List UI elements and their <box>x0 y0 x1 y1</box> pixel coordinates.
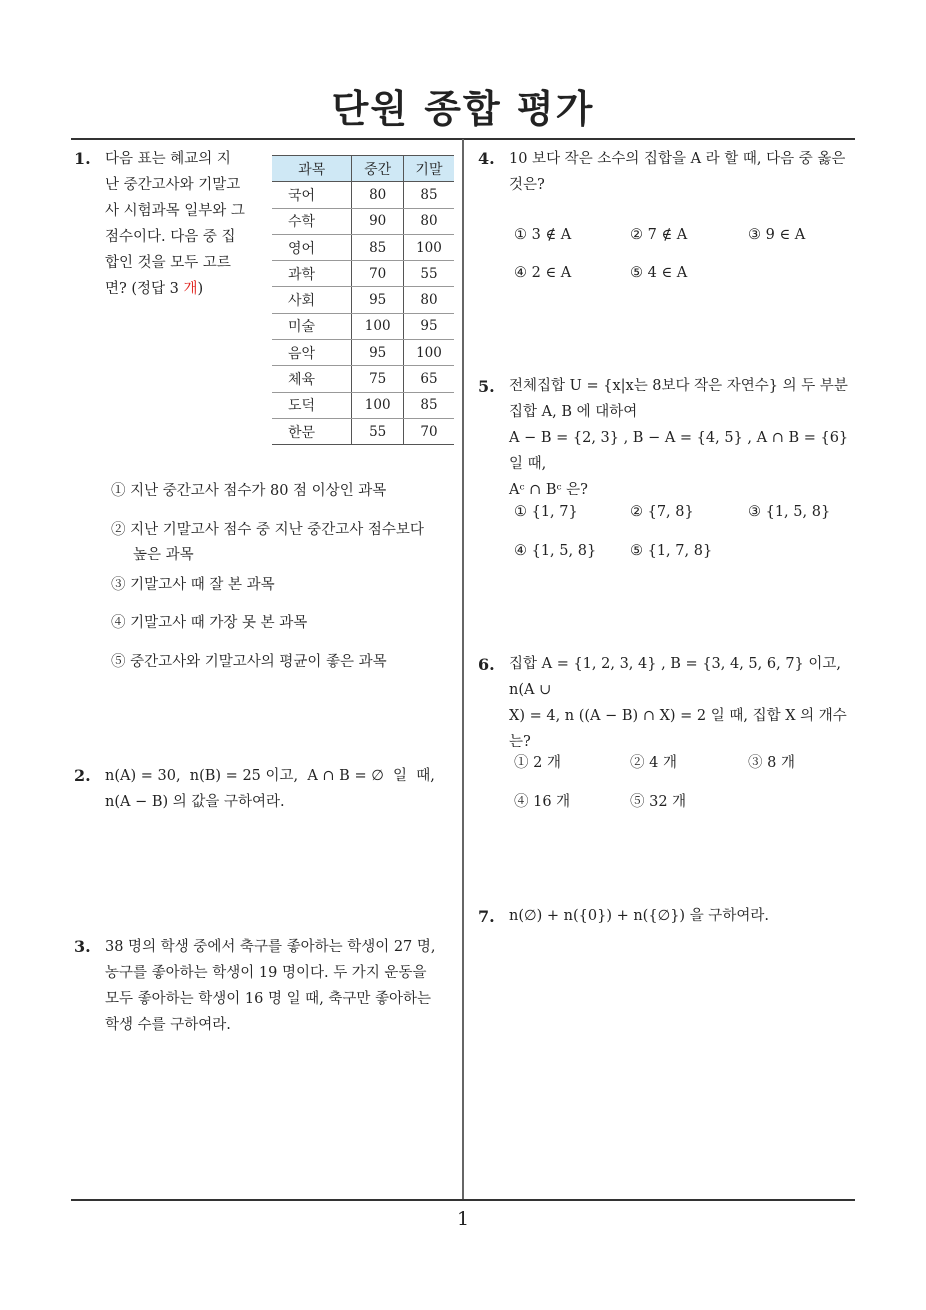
score-cell: 95 <box>352 340 403 366</box>
option-3[interactable]: ③ 8 개 <box>748 755 795 771</box>
score-cell: 55 <box>352 418 403 444</box>
stem-line: 농구를 좋아하는 학생이 19 명이다. 두 가지 운동을 <box>105 965 427 981</box>
stem-line: 다음 표는 혜교의 지 <box>105 151 231 167</box>
option-2[interactable]: ② 지난 기말고사 점수 중 지난 중간고사 점수보다 <box>111 522 424 538</box>
score-cell: 85 <box>352 234 403 260</box>
subject-cell: 음악 <box>272 340 352 366</box>
stem-text: ) <box>197 281 204 297</box>
stem-line: 전체집합 U = {x|x는 8보다 작은 자연수} 의 두 부분 <box>509 378 848 394</box>
question-number: 2. <box>74 766 91 785</box>
stem-line: n(A) = 30, n(B) = 25 이고, A ∩ B = ∅ 일 때, <box>105 768 435 784</box>
table-row <box>272 392 454 418</box>
option-2[interactable]: ② 4 개 <box>630 755 677 771</box>
option-1[interactable]: ① 지난 중간고사 점수가 80 점 이상인 과목 <box>111 483 387 499</box>
table-row <box>272 182 454 208</box>
subject-cell: 수학 <box>272 208 352 234</box>
option-5[interactable]: ⑤ 4 ∈ A <box>630 265 688 281</box>
answer-count-highlight: 개 <box>183 281 198 297</box>
question-stem <box>509 651 864 755</box>
option-4[interactable]: ④ {1, 5, 8} <box>514 543 597 559</box>
option-4[interactable]: ④ 기말고사 때 가장 못 본 과목 <box>111 615 308 631</box>
page-number: 1 <box>456 1208 470 1230</box>
question-number: 7. <box>478 907 495 926</box>
option-5[interactable]: ⑤ {1, 7, 8} <box>630 543 713 559</box>
stem-line <box>105 276 250 302</box>
question-number: 3. <box>74 937 91 956</box>
stem-line: A − B = {2, 3} , B − A = {4, 5} , A ∩ B = {6} 일 때, <box>509 430 849 472</box>
table-row <box>272 418 454 444</box>
stem-line: 사 시험과목 일부와 그 <box>105 203 245 219</box>
stem-line: n(∅) + n({0}) + n({∅}) 을 구하여라. <box>509 908 769 924</box>
option-2[interactable]: ② {7, 8} <box>630 504 694 520</box>
stem-line: 집합 A, B 에 대하여 <box>509 404 638 420</box>
column-header: 기말 <box>403 156 454 182</box>
score-cell: 95 <box>403 313 454 339</box>
table-row <box>272 313 454 339</box>
score-cell: 90 <box>352 208 403 234</box>
score-cell: 95 <box>352 287 403 313</box>
score-cell: 85 <box>403 392 454 418</box>
subject-cell: 미술 <box>272 313 352 339</box>
stem-line: 모두 좋아하는 학생이 16 명 일 때, 축구만 좋아하는 <box>105 991 432 1007</box>
score-cell: 85 <box>403 182 454 208</box>
subject-cell: 국어 <box>272 182 352 208</box>
page-title: 단원 종합 평가 <box>331 87 595 131</box>
option-2[interactable]: ② 7 ∉ A <box>630 227 688 243</box>
column-divider <box>462 139 464 1200</box>
option-4[interactable]: ④ 16 개 <box>514 794 571 810</box>
option-4[interactable]: ④ 2 ∈ A <box>514 265 572 281</box>
stem-line: 학생 수를 구하여라. <box>105 1017 231 1033</box>
table-row <box>272 261 454 287</box>
stem-line: 집합 A = {1, 2, 3, 4} , B = {3, 4, 5, 6, 7} 이고, n(A ∪ <box>509 656 842 698</box>
question-number: 1. <box>74 149 91 168</box>
score-cell: 100 <box>403 234 454 260</box>
question-number: 5. <box>478 377 495 396</box>
score-cell: 100 <box>352 313 403 339</box>
question-stem <box>105 763 455 815</box>
table-row <box>272 340 454 366</box>
score-cell: 55 <box>403 261 454 287</box>
option-1[interactable]: ① 3 ∉ A <box>514 227 572 243</box>
subject-cell: 도덕 <box>272 392 352 418</box>
option-5[interactable]: ⑤ 32 개 <box>630 794 687 810</box>
question-stem <box>509 373 864 503</box>
option-5[interactable]: ⑤ 중간고사와 기말고사의 평균이 좋은 과목 <box>111 654 387 670</box>
score-cell: 80 <box>403 287 454 313</box>
question-stem <box>105 934 460 1038</box>
table-row <box>272 208 454 234</box>
score-cell: 80 <box>352 182 403 208</box>
stem-line: 점수이다. 다음 중 집 <box>105 229 236 245</box>
score-cell: 80 <box>403 208 454 234</box>
subject-cell: 과학 <box>272 261 352 287</box>
stem-line: X) = 4, n ((A − B) ∩ X) = 2 일 때, 집합 X 의 개수 <box>509 708 847 724</box>
stem-line: 38 명의 학생 중에서 축구를 좋아하는 학생이 27 명, <box>105 939 436 955</box>
subject-cell: 사회 <box>272 287 352 313</box>
score-cell: 70 <box>352 261 403 287</box>
option-2-continued: 높은 과목 <box>133 547 194 563</box>
question-stem <box>105 146 250 302</box>
stem-line: 는? <box>509 734 531 750</box>
column-header: 과목 <box>272 156 352 182</box>
score-cell: 70 <box>403 418 454 444</box>
stem-line: 것은? <box>509 177 545 193</box>
option-1[interactable]: ① {1, 7} <box>514 504 578 520</box>
question-stem <box>509 146 864 198</box>
table-row <box>272 234 454 260</box>
option-1[interactable]: ① 2 개 <box>514 755 561 771</box>
stem-line: 난 중간고사와 기말고 <box>105 177 241 193</box>
subject-cell: 한문 <box>272 418 352 444</box>
stem-line: n(A − B) 의 값을 구하여라. <box>105 794 285 810</box>
question-stem <box>509 903 864 929</box>
table-header-row <box>272 156 454 182</box>
stem-line: Aᶜ ∩ Bᶜ 은? <box>509 482 588 498</box>
score-cell: 65 <box>403 366 454 392</box>
score-cell: 100 <box>403 340 454 366</box>
option-3[interactable]: ③ 기말고사 때 잘 본 과목 <box>111 577 275 593</box>
question-number: 4. <box>478 149 495 168</box>
stem-line: 10 보다 작은 소수의 집합을 A 라 할 때, 다음 중 옳은 <box>509 151 846 167</box>
question-number: 6. <box>478 655 495 674</box>
option-3[interactable]: ③ {1, 5, 8} <box>748 504 831 520</box>
column-header: 중간 <box>352 156 403 182</box>
score-cell: 75 <box>352 366 403 392</box>
stem-text: 면? (정답 3 <box>105 281 184 297</box>
table-row <box>272 287 454 313</box>
option-3[interactable]: ③ 9 ∈ A <box>748 227 806 243</box>
footer-rule <box>71 1199 855 1201</box>
subject-cell: 영어 <box>272 234 352 260</box>
stem-line: 합인 것을 모두 고르 <box>105 255 231 271</box>
score-table <box>272 155 454 445</box>
subject-cell: 체육 <box>272 366 352 392</box>
score-cell: 100 <box>352 392 403 418</box>
table-row <box>272 366 454 392</box>
